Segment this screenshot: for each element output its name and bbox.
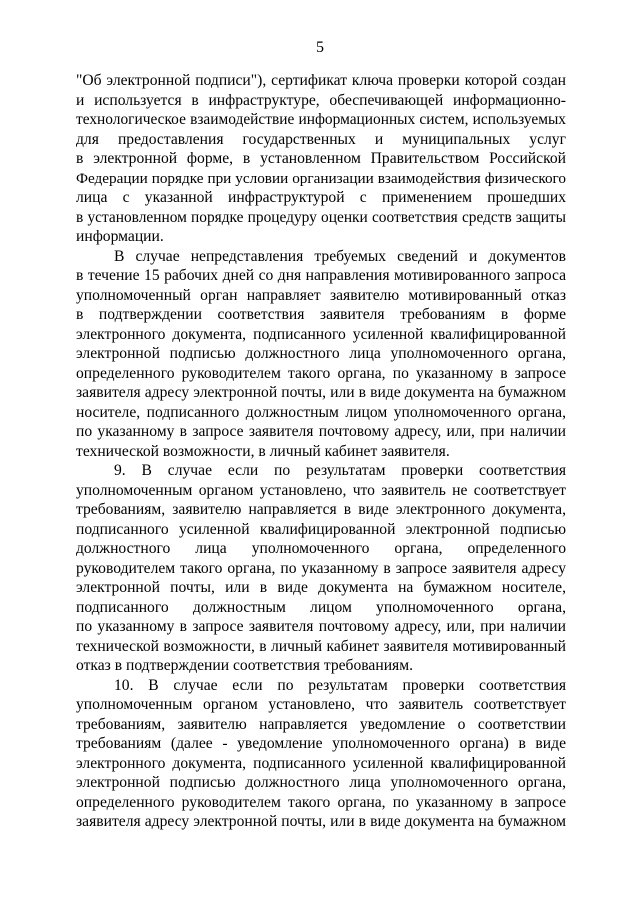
text-line: определенного руководителем такого органа, по указанному в запросе	[76, 793, 566, 811]
text-line: в электронной форме, в установленном Правительством Российской	[76, 150, 566, 167]
text-line: технической возможности, в личный кабинет заявителя.	[76, 442, 450, 460]
text-line: требованиям (далее - уведомление уполномоченного органа) в виде	[76, 735, 566, 752]
page-number: 5	[316, 39, 324, 56]
text-line: определенного руководителем такого органа, по указанному в запросе	[76, 364, 566, 382]
text-line: носителе, подписанного должностным лицом уполномоченного органа,	[76, 403, 566, 421]
text-line: в подтверждении соответствия заявителя требованиям в форме	[76, 306, 566, 323]
text-line: уполномоченным органом установлено, что заявитель соответствует	[76, 696, 566, 713]
text-line: отказ в подтверждении соответствия требованиям.	[76, 657, 413, 674]
text-line: и используется в инфраструктуре, обеспечивающей информационно-	[76, 91, 566, 109]
text-line: "Об электронной подписи"), сертификат ключа проверки которой создан	[76, 72, 566, 89]
document-body	[76, 71, 566, 832]
text-line: электронной почты, или в виде документа на бумажном носителе,	[76, 579, 566, 596]
text-line: технической возможности, в личный кабинет заявителя мотивированный	[76, 637, 566, 655]
text-line: электронной подписью должностного лица уполномоченного органа,	[76, 774, 566, 791]
text-line: лица с указанной инфраструктурой с применением прошедших	[76, 189, 566, 206]
text-line: 10. В случае если по результатам проверки соответствия	[114, 676, 566, 694]
text-line: руководителем такого органа, по указанному в запросе заявителя адресу	[76, 559, 566, 577]
text-line: технологическое взаимодействие информационных систем, используемых	[76, 111, 566, 128]
text-line: заявителя адресу электронной почты, или в виде документа на бумажном	[76, 384, 566, 401]
text-line: подписанного должностным лицом уполномоченного органа,	[76, 598, 566, 616]
text-line: должностного лица уполномоченного органа, определенного	[76, 540, 566, 557]
text-line: требованиям, заявителю направляется в виде электронного документа,	[76, 501, 566, 518]
text-line: для предоставления государственных и муниципальных услуг	[76, 130, 566, 148]
text-line: уполномоченным органом установлено, что заявитель не соответствует	[76, 481, 566, 499]
text-line: требованиям, заявителю направляется уведомление о соответствии	[76, 715, 566, 733]
text-line: уполномоченный орган направляет заявителю мотивированный отказ	[76, 286, 566, 304]
text-line: электронного документа, подписанного усиленной квалифицированной	[76, 325, 566, 343]
text-line: В случае непредставления требуемых сведений и документов	[114, 247, 566, 265]
text-line: в течение 15 рабочих дней со дня направления мотивированного запроса	[76, 267, 566, 284]
text-line: в установленном порядке процедуру оценки соответствия средств защиты	[76, 208, 566, 226]
text-line: электронной подписью должностного лица уполномоченного органа,	[76, 345, 566, 362]
text-line: Федерации порядке при условии организации взаимодействия физического	[76, 169, 566, 187]
text-line: по указанному в запросе заявителя почтовому адресу, или, при наличии	[76, 618, 566, 635]
text-line: электронного документа, подписанного усиленной квалифицированной	[76, 754, 566, 772]
text-line: информации.	[76, 228, 164, 245]
text-line: 9. В случае если по результатам проверки соответствия	[114, 462, 566, 479]
text-line: подписанного усиленной квалифицированной электронной подписью	[76, 520, 566, 538]
text-line: по указанному в запросе заявителя почтовому адресу, или, при наличии	[76, 423, 566, 440]
text-line: заявителя адресу электронной почты, или в виде документа на бумажном	[76, 813, 566, 830]
